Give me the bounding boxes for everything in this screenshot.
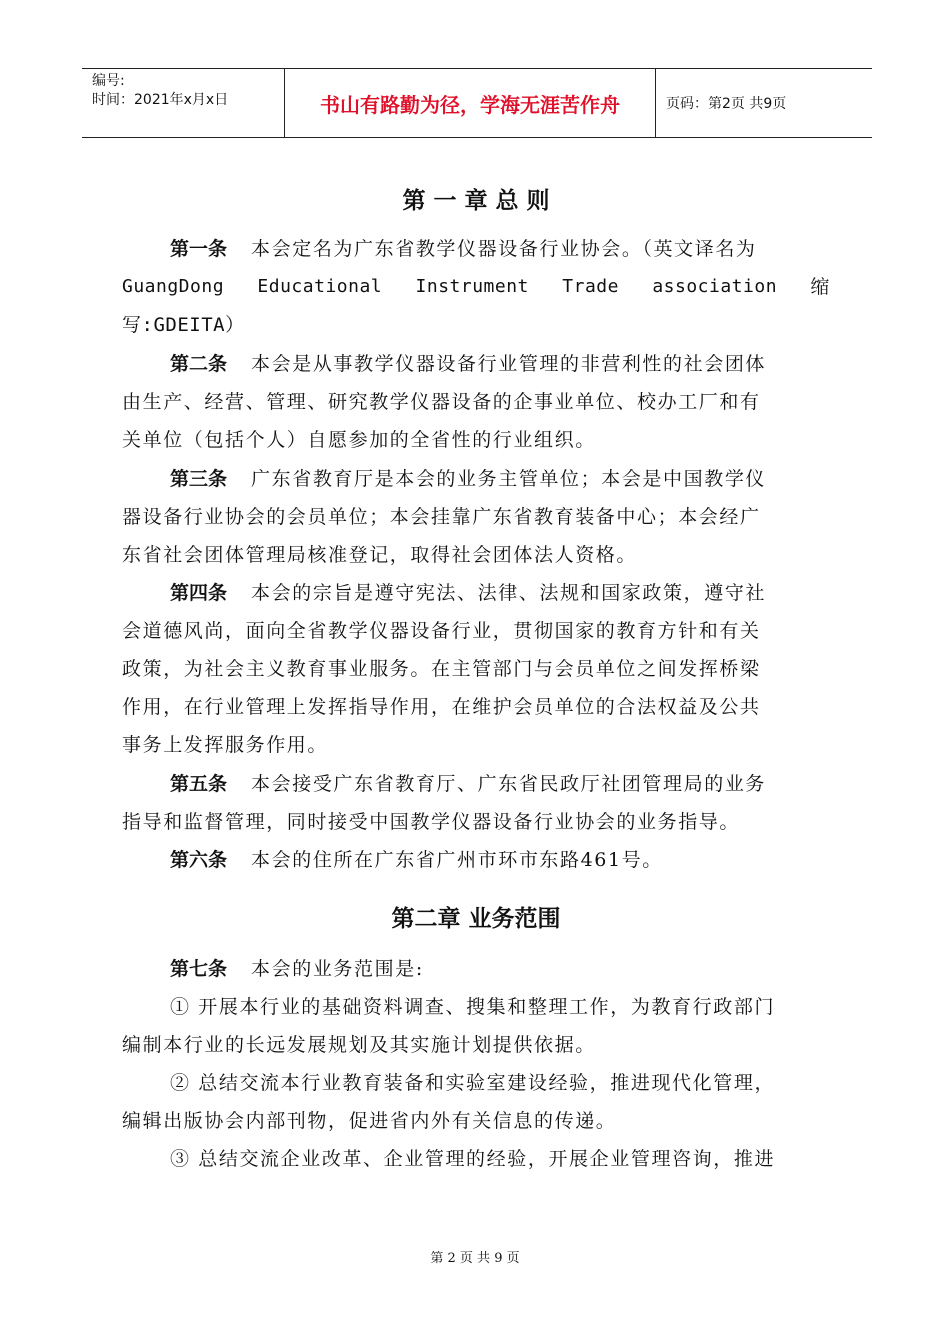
article-line: 本会的住所在广东省广州市环市东路461号。 xyxy=(251,849,663,871)
article-line: 本会的业务范围是: xyxy=(251,958,424,980)
article-label: 第七条 xyxy=(170,958,228,980)
article-line: 东省社会团体管理局核准登记，取得社会团体法人资格。 xyxy=(122,544,638,566)
article-7 xyxy=(122,950,830,1178)
page-footer: 第 2 页 共 9 页 xyxy=(430,1251,520,1266)
article-line: 广东省教育厅是本会的业务主管单位；本会是中国教学仪 xyxy=(251,468,767,490)
chapter-2-title: 第二章 业务范围 xyxy=(391,906,561,932)
time-label: 时间：2021年x月x日 xyxy=(92,92,229,108)
article-text: 本会定名为广东省教学仪器设备行业协会。（英文译名为 xyxy=(251,238,757,260)
article-line: 本会是从事教学仪器设备行业管理的非营利性的社会团体 xyxy=(251,353,767,375)
english-word: Educational xyxy=(257,276,383,297)
english-name-line xyxy=(122,268,830,306)
article-label: 第二条 xyxy=(170,353,228,375)
article-5 xyxy=(122,765,830,841)
article-line: 会道德风尚，面向全省教学仪器设备行业，贯彻国家的教育方针和有关 xyxy=(122,620,761,642)
article-label: 第六条 xyxy=(170,849,228,871)
english-word: 缩 xyxy=(810,276,830,298)
scope-item-line: ② 总结交流本行业教育装备和实验室建设经验，推进现代化管理， xyxy=(170,1072,776,1094)
article-label: 第五条 xyxy=(170,773,228,795)
article-line: 本会的宗旨是遵守宪法、法律、法规和国家政策，遵守社 xyxy=(251,582,767,604)
article-6 xyxy=(122,841,830,879)
page-header xyxy=(82,68,872,138)
chapter-1-title: 第 一 章 总 则 xyxy=(402,188,550,214)
article-line: 本会接受广东省教育厅、广东省民政厅社团管理局的业务 xyxy=(251,773,767,795)
serial-label: 编号: xyxy=(92,73,125,89)
scope-item-line: 编制本行业的长远发展规划及其实施计划提供依据。 xyxy=(122,1034,596,1056)
article-line: 由生产、经营、管理、研究教学仪器设备的企事业单位、校办工厂和有 xyxy=(122,391,761,413)
article-4 xyxy=(122,574,830,764)
article-line: 关单位（包括个人）自愿参加的全省性的行业组织。 xyxy=(122,429,596,451)
english-word: association xyxy=(652,276,778,297)
scope-item-line: ① 开展本行业的基础资料调查、搜集和整理工作，为教育行政部门 xyxy=(170,996,776,1018)
scope-item-line: ③ 总结交流企业改革、企业管理的经验，开展企业管理咨询，推进 xyxy=(170,1148,776,1170)
article-line: 政策，为社会主义教育事业服务。在主管部门与会员单位之间发挥桥梁 xyxy=(122,658,761,680)
article-line: 器设备行业协会的会员单位；本会挂靠广东省教育装备中心；本会经广 xyxy=(122,506,761,528)
article-2 xyxy=(122,345,830,459)
english-word: Instrument xyxy=(415,276,529,297)
scope-item-line: 编辑出版协会内部刊物，促进省内外有关信息的传递。 xyxy=(122,1110,617,1132)
english-word: Trade xyxy=(562,276,619,297)
article-line: 指导和监督管理，同时接受中国教学仪器设备行业协会的业务指导。 xyxy=(122,811,741,833)
article-label: 第一条 xyxy=(170,238,228,260)
abbr-line: 写:GDEITA） xyxy=(122,314,245,336)
article-3 xyxy=(122,460,830,574)
article-label: 第四条 xyxy=(170,582,228,604)
article-line: 作用，在行业管理上发挥指导作用，在维护会员单位的合法权益及公共 xyxy=(122,696,761,718)
header-motto: 书山有路勤为径，学海无涯苦作舟 xyxy=(285,69,656,137)
header-page-info: 页码：第2页 共9页 xyxy=(666,96,787,112)
header-meta xyxy=(82,69,285,137)
article-line: 事务上发挥服务作用。 xyxy=(122,734,329,756)
english-word: GuangDong xyxy=(122,276,225,297)
article-1 xyxy=(122,230,830,344)
article-label: 第三条 xyxy=(170,468,228,490)
